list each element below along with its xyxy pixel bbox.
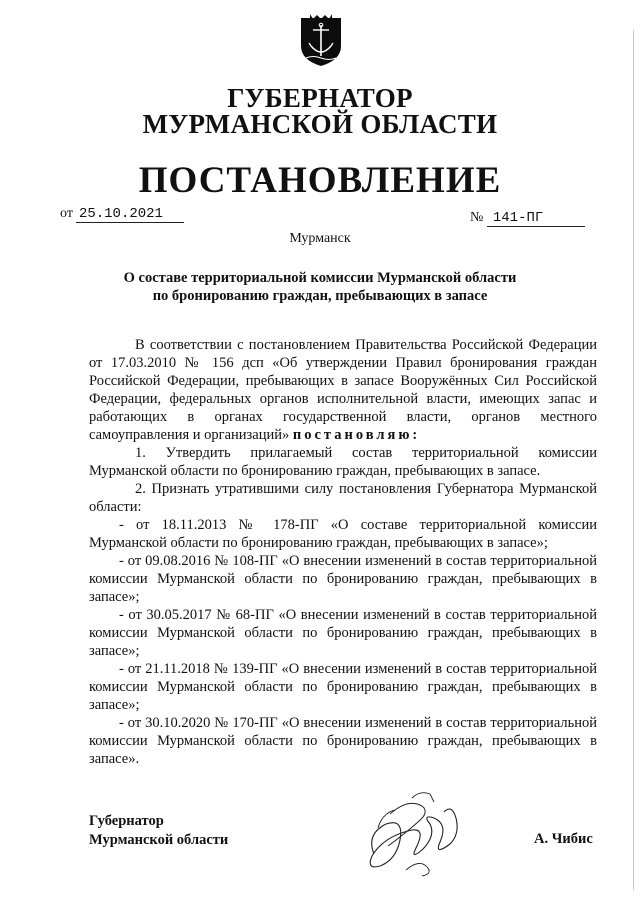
document-type-title: ПОСТАНОВЛЕНИЕ	[138, 160, 502, 201]
number-value: 141-ПГ	[487, 210, 585, 227]
number-field	[470, 210, 585, 227]
resolve-word: постановляю:	[292, 427, 421, 443]
item-1: 1. Утвердить прилагаемый состав территориальной комиссии Мурманской области по бронированию граждан, пребывающих в запасе.	[89, 445, 597, 479]
signatory-title	[89, 812, 228, 850]
handwritten-signature-icon	[360, 784, 470, 880]
date-prefix: от	[60, 206, 73, 221]
city-name: Мурманск	[289, 231, 351, 246]
signatory-title-line1: Губернатор	[89, 813, 164, 829]
signatory-title-line2: Мурманской области	[89, 832, 229, 848]
date-value: 25.10.2021	[76, 206, 184, 223]
authority-title-line2: МУРМАНСКОЙ ОБЛАСТИ	[142, 109, 498, 139]
signatory-name: А. Чибис	[534, 831, 593, 847]
subject-line1: О составе территориальной комиссии Мурманской области	[123, 270, 517, 286]
date-field	[60, 206, 184, 223]
preamble-text: В соответствии с постановлением Правительства Российской Федерации от 17.03.2010 № 156 дсп «Об утверждении Правил бронирования граждан Российской Федерации, пребывающих в запасе Вооружённых Сил Российской Федерации, федеральных органов исполнительной власти, имеющих запас и работающих в органах государственной власти, органов местного самоуправления и организаций»	[89, 337, 597, 443]
authority-title-line1: ГУБЕРНАТОР	[227, 83, 413, 113]
repealed-item-2: - от 09.08.2016 № 108-ПГ «О внесении изменений в состав территориальной комиссии Мурманской области по бронированию граждан, пребывающих в запасе»;	[89, 553, 597, 605]
item-2: 2. Признать утратившими силу постановления Губернатора Мурманской области:	[89, 481, 597, 515]
coat-of-arms-icon	[298, 12, 344, 68]
repealed-item-1: - от 18.11.2013 № 178-ПГ «О составе территориальной комиссии Мурманской области по бронированию граждан, пребывающих в запасе»;	[89, 517, 597, 551]
repealed-item-4: - от 21.11.2018 № 139-ПГ «О внесении изменений в состав территориальной комиссии Мурманской области по бронированию граждан, пребывающих в запасе»;	[89, 661, 597, 713]
repealed-item-5: - от 30.10.2020 № 170-ПГ «О внесении изменений в состав территориальной комиссии Мурманской области по бронированию граждан, пребывающих в запасе».	[89, 715, 597, 767]
document-body	[89, 336, 597, 768]
preamble-paragraph	[89, 336, 597, 444]
document-subject	[0, 269, 640, 305]
number-prefix: №	[470, 210, 484, 225]
subject-line2: по бронированию граждан, пребывающих в запасе	[152, 288, 488, 304]
repealed-item-3: - от 30.05.2017 № 68-ПГ «О внесении изменений в состав территориальной комиссии Мурманской области по бронированию граждан, пребывающих в запасе»;	[89, 607, 597, 659]
